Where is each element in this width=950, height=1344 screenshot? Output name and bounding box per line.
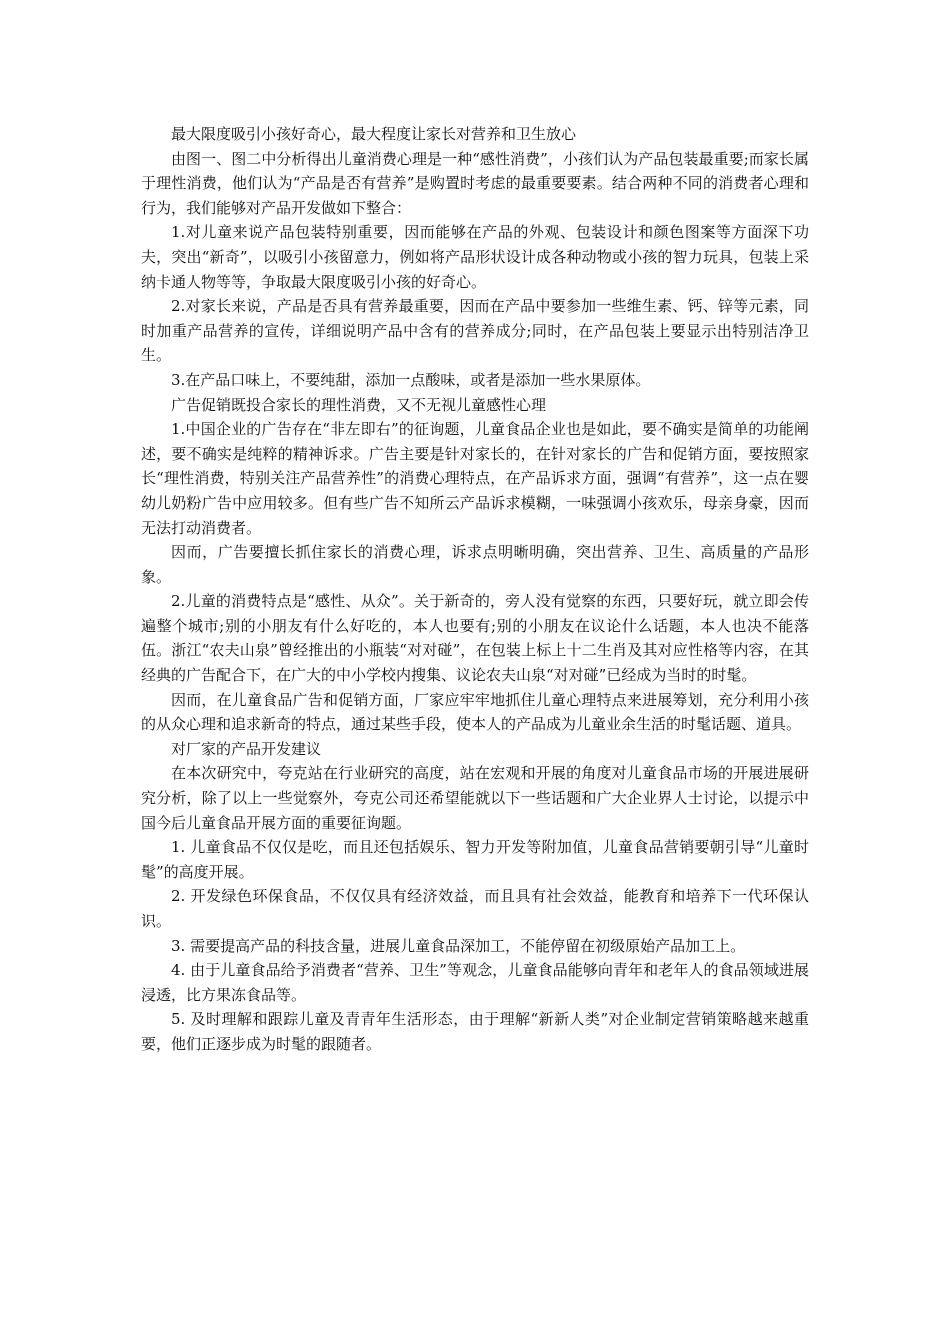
paragraph-ad-conclusion-2: 因而，在儿童食品广告和促销方面，厂家应牢牢地抓住儿童心理特点来进展筹划，充分利用小孩的从众心理和追求新奇的特点，通过某些手段，使本人的产品成为儿童业余生活的时髦话题、道具。 [141,690,809,734]
paragraph-nutrition-point: 2.对家长来说，产品是否具有营养最重要，因而在产品中要参加一些维生素、钙、锌等元素，同时加重产品营养的宣传，详细说明产品中含有的营养成分;同时，在产品包装上要显示出特别洁净卫生。 [141,297,809,365]
paragraph-consumer-psychology: 由图一、图二中分析得出儿童消费心理是一种“感性消费”，小孩们认为产品包装最重要;而家长属于理性消费，他们认为“产品是否有营养”是购置时考虑的最重要要素。结合两种不同的消费者心理和行为，我们能够对产品开发做如下整合： [141,149,809,217]
paragraph-research-intro: 在本次研究中，夸克站在行业研究的高度，站在宏观和开展的角度对儿童食品市场的开展进展研究分析，除了以上一些觉察外，夸克公司还希望能就以下一些话题和广大企业界人士讨论，以提示中国今后儿童食品开展方面的重要征询题。 [141,764,809,832]
list-item-suggestion-1: 1. 儿童食品不仅仅是吃，而且还包括娱乐、智力开发等附加值，儿童食品营销要朝引导“儿童时髦”的高度开展。 [141,838,809,881]
list-item-suggestion-5: 5. 及时理解和跟踪儿童及青青年生活形态，由于理解“新新人类”对企业制定营销策略越来越重要，他们正逐步成为时髦的跟随者。 [141,1010,809,1053]
list-item-suggestion-2: 2. 开发绿色环保食品，不仅仅具有经济效益，而且具有社会效益，能教育和培养下一代环保认识。 [141,887,809,930]
paragraph-packaging-point: 1.对儿童来说产品包装特别重要，因而能够在产品的外观、包装设计和颜色图案等方面深下功夫，突出“新奇”，以吸引小孩留意力，例如将产品形状设计成各种动物或小孩的智力玩具，包装上采纳卡通人物等等，争取最大限度吸引小孩的好奇心。 [141,223,809,291]
section-heading-suggestions: 对厂家的产品开发建议 [171,739,322,758]
paragraph-ad-point-1: 1.中国企业的广告存在“非左即右”的征询题，儿童食品企业也是如此，要不确实是简单的功能阐述，要不确实是纯粹的精神诉求。广告主要是针对家长的，在针对家长的广告和促销方面，要按照家长“理性消费，特别关注产品营养性”的消费心理特点，在产品诉求方面，强调“有营养”，这一点在婴幼儿奶粉广告中应用较多。但有些广告不知所云产品诉求模糊，一味强调小孩欢乐，母亲身豪，因而无法打动消费者。 [141,420,809,537]
list-item-suggestion-3: 3. 需要提高产品的科技含量，进展儿童食品深加工，不能停留在初级原始产品加工上。 [171,936,746,955]
list-item-suggestion-4: 4. 由于儿童食品给予消费者“营养、卫生”等观念，儿童食品能够向青年和老年人的食品领域进展浸透，比方果冻食品等。 [141,961,809,1004]
section-heading-advertising: 广告促销既投合家长的理性消费，又不无视儿童感性心理 [171,395,547,414]
paragraph-ad-conclusion-1: 因而，广告要擅长抓住家长的消费心理，诉求点明晰明确，突出营养、卫生、高质量的产品形象。 [141,543,809,586]
section-heading-attract-children: 最大限度吸引小孩好奇心，最大程度让家长对营养和卫生放心 [171,125,577,143]
paragraph-ad-point-2: 2.儿童的消费特点是“感性、从众”。关于新奇的，旁人没有觉察的东西，只要好玩，就立即会传遍整个城市;别的小朋友有什么好吃的，本人也要有;别的小朋友在议论什么话题，本人也决不能落伍。浙江“农夫山泉”曾经推出的小瓶装“对对碰”，在包装上标上十二生肖及其对应性格等内容，在其经典的广告配合下，在广大的中小学校内搜集、议论农夫山泉“对对碰”已经成为当时的时髦。 [141,592,809,685]
document-body [141,122,809,1057]
paragraph-taste-point: 3.在产品口味上，不要纯甜，添加一点酸味，或者是添加一些水果原体。 [171,370,651,389]
